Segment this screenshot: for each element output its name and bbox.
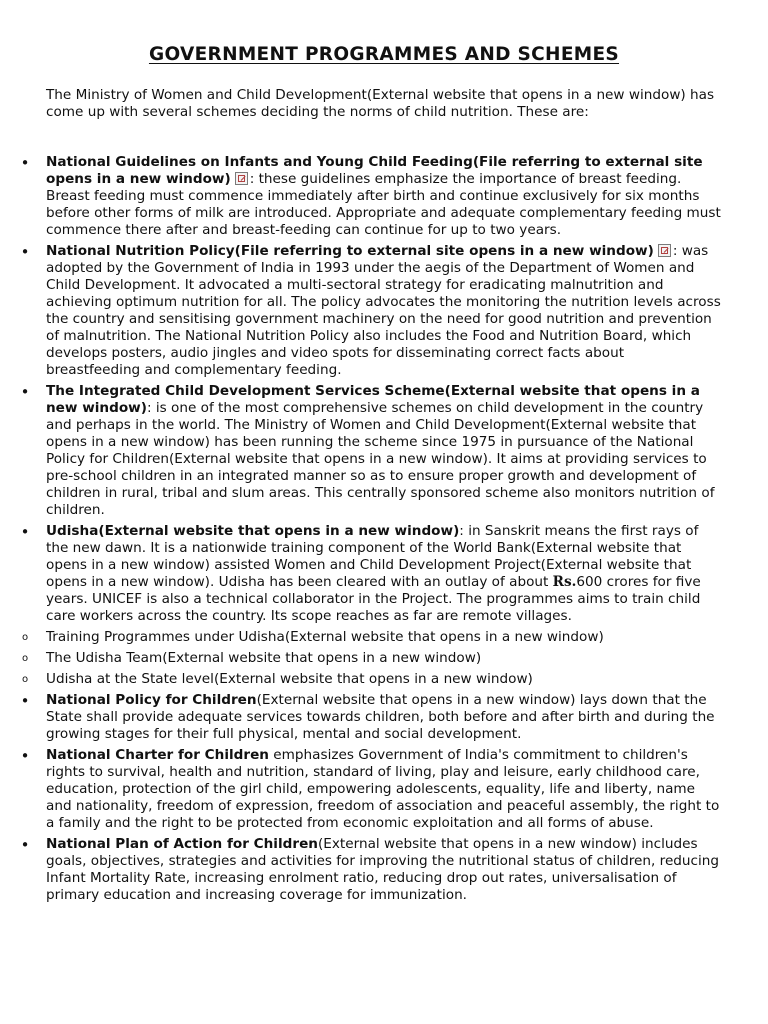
bullet-marker: •: [20, 747, 30, 765]
list-item-udisha: [0, 523, 722, 625]
bullet-marker: •: [20, 383, 30, 401]
sub-item-label[interactable]: Training Programmes under Udisha(External website that opens in a new window): [46, 629, 604, 645]
item-heading[interactable]: Udisha(External website that opens in a new window): [46, 523, 460, 539]
bullet-marker: •: [20, 692, 30, 710]
external-link-icon[interactable]: [658, 244, 671, 257]
item-text: : these guidelines emphasize the importance of breast feeding. Breast feeding must commence immediately after birth and continue exclusively for six months before other forms of milk are introduced. Appropriate and adequate complementary feeding must commence there after and breast-feeding can continue for up to two years.: [46, 171, 721, 238]
item-heading: National Charter for Children: [46, 747, 269, 763]
item-text: : is one of the most comprehensive schemes on child development in the country and perhaps in the world. The Ministry of Women and Child Development(External website that opens in a new window) has been running the scheme since 1975 in pursuance of the National Policy for Children(External website that opens in a new window). It aims at providing services to pre-school children in an integrated manner so as to ensure proper growth and development of children in rural, tribal and slum areas. This centrally sponsored scheme also monitors nutrition of children.: [46, 400, 715, 518]
circle-marker: o: [21, 674, 29, 685]
circle-marker: o: [21, 632, 29, 643]
sub-item-udisha-state-level[interactable]: [0, 671, 722, 688]
circle-marker: o: [21, 653, 29, 664]
item-heading[interactable]: National Policy for Children: [46, 692, 257, 708]
list-item-national-charter-for-children: [0, 747, 722, 832]
schemes-list: [0, 154, 768, 908]
list-item-national-plan-of-action: [0, 836, 722, 904]
item-text: : in Sanskrit means the first rays of the new dawn. It is a nationwide training component of the World Bank(External website that opens in a new window) assisted Women and Child Development Project(External website that opens in a new window). Udisha has been cleared with an outlay of about: [46, 523, 699, 590]
item-text: emphasizes Government of India's commitment to children's rights to survival, health and nutrition, standard of living, play and leisure, early childhood care, education, protection of the girl child, empowering adolescents, equality, life and liberty, name and nationality, freedom of expression, freedom of association and peaceful assembly, the right to a family and the right to be protected from economic exploitation and all forms of abuse.: [46, 747, 720, 831]
bullet-marker: •: [20, 243, 30, 261]
bullet-marker: •: [20, 523, 30, 541]
item-text: : was adopted by the Government of India in 1993 under the aegis of the Department of Women and Child Development. It advocated a multi-sectoral strategy for eradicating malnutrition and achieving optimum nutrition for all. The policy advocates the monitoring the nutrition levels across the country and sensitising government machinery on the need for good nutrition and prevention of malnutrition. The National Nutrition Policy also includes the Food and Nutrition Board, which develops posters, audio jingles and video spots for disseminating correct facts about breastfeeding and complementary feeding.: [46, 243, 721, 378]
item-heading[interactable]: National Plan of Action for Children: [46, 836, 318, 852]
bullet-marker: •: [20, 154, 30, 172]
item-heading[interactable]: National Guidelines on Infants and Young Child Feeding(File referring to external site opens in a new window): [46, 154, 703, 187]
list-item-icds-scheme: [0, 383, 722, 519]
list-item-infant-feeding-guidelines: [0, 154, 722, 239]
sub-item-udisha-team[interactable]: [0, 650, 722, 667]
external-link-icon[interactable]: [235, 172, 248, 185]
item-heading[interactable]: National Nutrition Policy(File referring to external site opens in a new window): [46, 243, 654, 259]
intro-paragraph: The Ministry of Women and Child Development(External website that opens in a new window) has come up with several schemes deciding the norms of child nutrition. These are:: [46, 87, 715, 120]
rupee-abbreviation: Rs.: [552, 574, 577, 590]
item-text: 600 crores for five years. UNICEF is also a technical collaborator in the Project. The programmes aims to train child care workers across the country. Its scope reaches as far are remote villages.: [46, 574, 701, 624]
item-heading[interactable]: The Integrated Child Development Services Scheme(External website that opens in a new window): [46, 383, 700, 416]
sub-item-training-programmes[interactable]: [0, 629, 722, 646]
bullet-marker: •: [20, 836, 30, 854]
sub-item-label[interactable]: The Udisha Team(External website that opens in a new window): [46, 650, 482, 666]
list-item-national-nutrition-policy: [0, 243, 722, 379]
list-item-national-policy-for-children: [0, 692, 722, 743]
page-title: GOVERNMENT PROGRAMMES AND SCHEMES: [148, 44, 620, 65]
item-text: (External website that opens in a new window) includes goals, objectives, strategies and activities for improving the nutritional status of children, reducing Infant Mortality Rate, increasing enrolment ratio, reducing drop out rates, universalisation of primary education and increasing coverage for immunization.: [46, 836, 720, 903]
item-text: (External website that opens in a new window) lays down that the State shall provide adequate services towards children, both before and after birth and during the growing stages for their full physical, mental and social development.: [46, 692, 715, 742]
sub-item-label[interactable]: Udisha at the State level(External website that opens in a new window): [46, 671, 533, 687]
